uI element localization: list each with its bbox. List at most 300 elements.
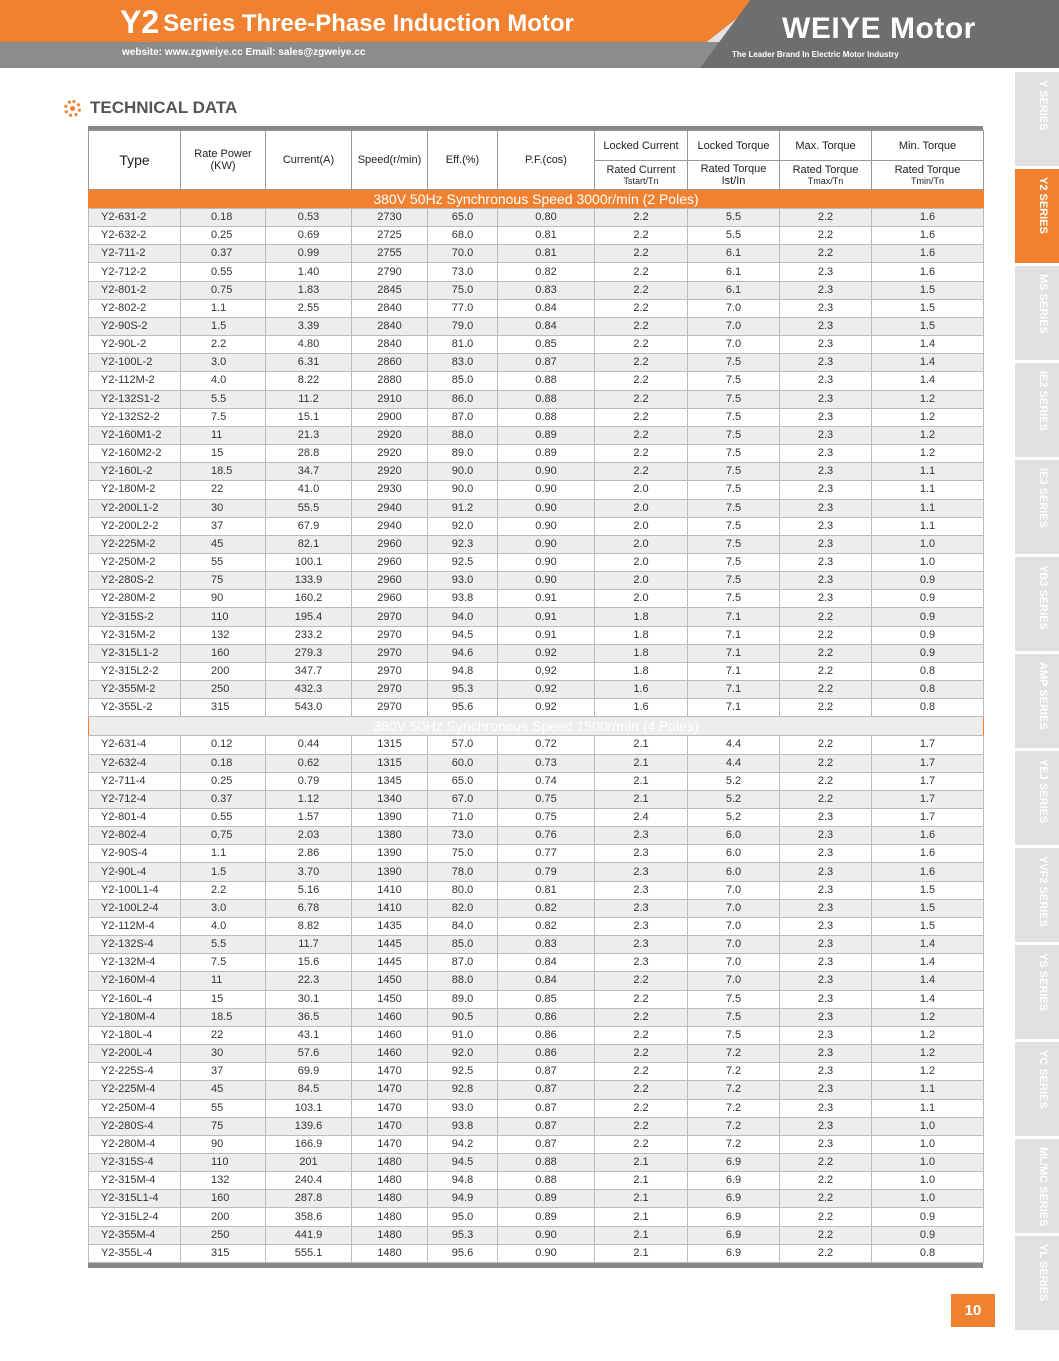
cell-locked-current: 2.0 bbox=[595, 481, 688, 499]
cell-locked-current: 2.3 bbox=[595, 899, 688, 917]
cell-min-torque: 1.4 bbox=[872, 990, 984, 1008]
table-row bbox=[89, 572, 984, 590]
cell-efficiency: 89.0 bbox=[428, 990, 498, 1008]
cell-speed: 2755 bbox=[352, 245, 428, 263]
cell-power: 3.0 bbox=[181, 899, 266, 917]
series-tab[interactable] bbox=[1015, 654, 1059, 751]
cell-type: Y2-355L-4 bbox=[89, 1244, 181, 1262]
cell-power: 1.5 bbox=[181, 317, 266, 335]
cell-locked-torque: 7.1 bbox=[688, 699, 780, 717]
cell-locked-torque: 7.2 bbox=[688, 1117, 780, 1135]
cell-power-factor: 0.82 bbox=[498, 899, 595, 917]
table-row bbox=[89, 662, 984, 680]
cell-current: 0.62 bbox=[266, 754, 352, 772]
cell-efficiency: 94.5 bbox=[428, 626, 498, 644]
series-tab[interactable] bbox=[1015, 848, 1059, 945]
cell-locked-torque: 6.0 bbox=[688, 863, 780, 881]
cell-type: Y2-280M-4 bbox=[89, 1135, 181, 1153]
cell-current: 103.1 bbox=[266, 1099, 352, 1117]
cell-power-factor: 0.81 bbox=[498, 881, 595, 899]
cell-max-torque: 2.3 bbox=[780, 517, 872, 535]
cell-speed: 1315 bbox=[352, 736, 428, 754]
cell-locked-torque: 7.1 bbox=[688, 626, 780, 644]
cell-locked-torque: 5.5 bbox=[688, 209, 780, 227]
cell-locked-current: 2.2 bbox=[595, 390, 688, 408]
cell-min-torque: 1.2 bbox=[872, 1045, 984, 1063]
table-row bbox=[89, 809, 984, 827]
cell-type: Y2-200L1-2 bbox=[89, 499, 181, 517]
cell-locked-torque: 7.0 bbox=[688, 954, 780, 972]
table-row bbox=[89, 1172, 984, 1190]
cell-min-torque: 1.0 bbox=[872, 553, 984, 571]
cell-efficiency: 89.0 bbox=[428, 445, 498, 463]
table-row bbox=[89, 372, 984, 390]
cell-current: 1.12 bbox=[266, 790, 352, 808]
col-type: Type bbox=[89, 131, 181, 190]
cell-min-torque: 1.7 bbox=[872, 754, 984, 772]
cell-type: Y2-160L-4 bbox=[89, 990, 181, 1008]
cell-efficiency: 78.0 bbox=[428, 863, 498, 881]
cell-power-factor: 0.92 bbox=[498, 681, 595, 699]
series-tab[interactable] bbox=[1015, 169, 1059, 266]
cell-current: 41.0 bbox=[266, 481, 352, 499]
cell-speed: 2940 bbox=[352, 499, 428, 517]
series-tab[interactable] bbox=[1015, 1139, 1059, 1236]
cell-power-factor: 0.77 bbox=[498, 845, 595, 863]
cell-power: 7.5 bbox=[181, 408, 266, 426]
cell-power-factor: 0.86 bbox=[498, 1008, 595, 1026]
cell-power-factor: 0.83 bbox=[498, 281, 595, 299]
table-row bbox=[89, 245, 984, 263]
cell-speed: 2880 bbox=[352, 372, 428, 390]
cell-power-factor: 0.91 bbox=[498, 608, 595, 626]
cell-current: 358.6 bbox=[266, 1208, 352, 1226]
cell-power: 45 bbox=[181, 535, 266, 553]
cell-type: Y2-315S-4 bbox=[89, 1153, 181, 1171]
cell-type: Y2-100L-2 bbox=[89, 354, 181, 372]
series-tab-label: ML/MC SERIES bbox=[1037, 1147, 1049, 1227]
cell-power-factor: 0.92 bbox=[498, 644, 595, 662]
cell-speed: 2920 bbox=[352, 463, 428, 481]
cell-max-torque: 2.3 bbox=[780, 1008, 872, 1026]
cell-locked-current: 2.1 bbox=[595, 754, 688, 772]
cell-efficiency: 92.0 bbox=[428, 1045, 498, 1063]
cell-locked-torque: 6.0 bbox=[688, 845, 780, 863]
cell-power: 110 bbox=[181, 1153, 266, 1171]
cell-speed: 2840 bbox=[352, 336, 428, 354]
cell-power-factor: 0.88 bbox=[498, 372, 595, 390]
series-tab[interactable] bbox=[1015, 1236, 1059, 1333]
cell-power: 90 bbox=[181, 590, 266, 608]
cell-locked-current: 2.2 bbox=[595, 1045, 688, 1063]
col-power-label: Rate Power bbox=[194, 148, 252, 160]
cell-type: Y2-132S2-2 bbox=[89, 408, 181, 426]
cell-locked-torque: 6.9 bbox=[688, 1244, 780, 1262]
cell-efficiency: 86.0 bbox=[428, 390, 498, 408]
cell-type: Y2-160M-4 bbox=[89, 972, 181, 990]
cell-max-torque: 2.3 bbox=[780, 463, 872, 481]
cell-type: Y2-801-4 bbox=[89, 809, 181, 827]
cell-efficiency: 84.0 bbox=[428, 917, 498, 935]
cell-current: 8.22 bbox=[266, 372, 352, 390]
cell-current: 55.5 bbox=[266, 499, 352, 517]
cell-efficiency: 92.5 bbox=[428, 1063, 498, 1081]
table-row bbox=[89, 681, 984, 699]
cell-max-torque: 2.3 bbox=[780, 263, 872, 281]
cell-current: 36.5 bbox=[266, 1008, 352, 1026]
cell-efficiency: 70.0 bbox=[428, 245, 498, 263]
cell-min-torque: 1.2 bbox=[872, 1008, 984, 1026]
cell-power-factor: 0.81 bbox=[498, 245, 595, 263]
series-tab-label: MS SERIES bbox=[1037, 274, 1049, 334]
cell-type: Y2-280S-2 bbox=[89, 572, 181, 590]
cell-locked-torque: 7.0 bbox=[688, 881, 780, 899]
cell-locked-torque: 6.9 bbox=[688, 1172, 780, 1190]
cell-current: 240.4 bbox=[266, 1172, 352, 1190]
cell-power: 22 bbox=[181, 481, 266, 499]
cell-min-torque: 1.0 bbox=[872, 1172, 984, 1190]
series-tab[interactable] bbox=[1015, 1042, 1059, 1139]
table-row bbox=[89, 699, 984, 717]
cell-locked-current: 1.6 bbox=[595, 681, 688, 699]
cell-max-torque: 2.3 bbox=[780, 936, 872, 954]
cell-max-torque: 2.3 bbox=[780, 954, 872, 972]
cell-locked-torque: 7.5 bbox=[688, 1008, 780, 1026]
cell-locked-torque: 7.0 bbox=[688, 317, 780, 335]
cell-power-factor: 0.79 bbox=[498, 863, 595, 881]
cell-locked-torque: 7.2 bbox=[688, 1135, 780, 1153]
cell-max-torque: 2.2 bbox=[780, 209, 872, 227]
cell-efficiency: 93.8 bbox=[428, 590, 498, 608]
cell-efficiency: 95.0 bbox=[428, 1208, 498, 1226]
cell-type: Y2-225M-4 bbox=[89, 1081, 181, 1099]
cell-power: 1.1 bbox=[181, 845, 266, 863]
cell-locked-torque: 7.5 bbox=[688, 372, 780, 390]
cell-speed: 2840 bbox=[352, 317, 428, 335]
cell-max-torque: 2.3 bbox=[780, 881, 872, 899]
series-tab[interactable] bbox=[1015, 266, 1059, 363]
cell-locked-current: 2.2 bbox=[595, 1063, 688, 1081]
col-max-torque: Max. Torque bbox=[780, 131, 872, 161]
cell-power-factor: 0.85 bbox=[498, 336, 595, 354]
table-row bbox=[89, 954, 984, 972]
series-tab[interactable] bbox=[1015, 72, 1059, 169]
col-mx-ratio: Tmax/Tn bbox=[807, 176, 844, 186]
cell-min-torque: 1.0 bbox=[872, 535, 984, 553]
cell-max-torque: 2.2 bbox=[780, 754, 872, 772]
series-tab[interactable] bbox=[1015, 945, 1059, 1042]
cell-efficiency: 90.0 bbox=[428, 463, 498, 481]
cell-locked-current: 2.2 bbox=[595, 299, 688, 317]
table-row bbox=[89, 754, 984, 772]
cell-power: 0.18 bbox=[181, 209, 266, 227]
cell-power: 0.75 bbox=[181, 827, 266, 845]
cell-max-torque: 2.3 bbox=[780, 990, 872, 1008]
table-row bbox=[89, 1226, 984, 1244]
cell-efficiency: 90.5 bbox=[428, 1008, 498, 1026]
cell-efficiency: 94.6 bbox=[428, 644, 498, 662]
cell-current: 287.8 bbox=[266, 1190, 352, 1208]
table-row bbox=[89, 1099, 984, 1117]
cell-type: Y2-250M-4 bbox=[89, 1099, 181, 1117]
cell-type: Y2-180L-4 bbox=[89, 1026, 181, 1044]
cell-speed: 2790 bbox=[352, 263, 428, 281]
cell-current: 22.3 bbox=[266, 972, 352, 990]
technical-data-table-wrapper bbox=[88, 126, 983, 1268]
cell-power: 1.5 bbox=[181, 863, 266, 881]
col-power-unit: (KW) bbox=[210, 160, 236, 172]
cell-power: 200 bbox=[181, 662, 266, 680]
cell-power: 0.25 bbox=[181, 227, 266, 245]
table-row bbox=[89, 517, 984, 535]
cell-locked-current: 2.0 bbox=[595, 499, 688, 517]
cell-max-torque: 2.3 bbox=[780, 899, 872, 917]
cell-min-torque: 1.2 bbox=[872, 408, 984, 426]
cell-min-torque: 1.6 bbox=[872, 227, 984, 245]
series-tab-label: YC SERIES bbox=[1037, 1050, 1049, 1109]
series-tab-strip bbox=[1015, 72, 1059, 1333]
cell-current: 0.53 bbox=[266, 209, 352, 227]
cell-power-factor: 0.90 bbox=[498, 572, 595, 590]
col-power bbox=[181, 131, 266, 190]
cell-current: 279.3 bbox=[266, 644, 352, 662]
cell-power-factor: 0.75 bbox=[498, 809, 595, 827]
group-header-row bbox=[89, 190, 984, 209]
header-title bbox=[120, 4, 574, 41]
cell-type: Y2-160L-2 bbox=[89, 463, 181, 481]
cell-efficiency: 91.0 bbox=[428, 1026, 498, 1044]
col-locked-torque-sub bbox=[688, 161, 780, 190]
cell-min-torque: 1.0 bbox=[872, 1117, 984, 1135]
cell-speed: 1410 bbox=[352, 899, 428, 917]
cell-min-torque: 1.4 bbox=[872, 954, 984, 972]
col-lc-ratio: Tstart/Tn bbox=[623, 176, 659, 186]
cell-current: 82.1 bbox=[266, 535, 352, 553]
cell-power: 55 bbox=[181, 1099, 266, 1117]
cell-max-torque: 2.3 bbox=[780, 481, 872, 499]
table-row bbox=[89, 1208, 984, 1226]
cell-current: 139.6 bbox=[266, 1117, 352, 1135]
cell-power: 15 bbox=[181, 445, 266, 463]
cell-current: 15.6 bbox=[266, 954, 352, 972]
cell-speed: 2920 bbox=[352, 426, 428, 444]
series-tab[interactable] bbox=[1015, 557, 1059, 654]
series-tab[interactable] bbox=[1015, 751, 1059, 848]
cell-current: 3.70 bbox=[266, 863, 352, 881]
cell-speed: 2970 bbox=[352, 608, 428, 626]
cell-locked-torque: 7.5 bbox=[688, 463, 780, 481]
cell-max-torque: 2.3 bbox=[780, 445, 872, 463]
cell-min-torque: 0.9 bbox=[872, 1226, 984, 1244]
cell-speed: 1470 bbox=[352, 1081, 428, 1099]
cell-power: 7.5 bbox=[181, 954, 266, 972]
cell-max-torque: 2.3 bbox=[780, 1063, 872, 1081]
cell-locked-torque: 4.4 bbox=[688, 736, 780, 754]
cell-efficiency: 67.0 bbox=[428, 790, 498, 808]
cell-locked-torque: 7.5 bbox=[688, 354, 780, 372]
cell-min-torque: 0.9 bbox=[872, 572, 984, 590]
cell-locked-torque: 7.5 bbox=[688, 408, 780, 426]
table-row bbox=[89, 608, 984, 626]
brand-logo: WEIYE Motor bbox=[782, 12, 976, 45]
cell-min-torque: 1.0 bbox=[872, 1135, 984, 1153]
table-row bbox=[89, 772, 984, 790]
table-row bbox=[89, 336, 984, 354]
cell-speed: 1410 bbox=[352, 881, 428, 899]
header-contact: website: www.zgweiye.cc Email: sales@zgweiye.cc bbox=[122, 47, 366, 58]
cell-locked-torque: 4.4 bbox=[688, 754, 780, 772]
cell-locked-current: 2.2 bbox=[595, 445, 688, 463]
cell-current: 6.31 bbox=[266, 354, 352, 372]
cell-power-factor: 0.87 bbox=[498, 1081, 595, 1099]
cell-locked-torque: 6.9 bbox=[688, 1190, 780, 1208]
cell-max-torque: 2.3 bbox=[780, 1045, 872, 1063]
cell-efficiency: 85.0 bbox=[428, 372, 498, 390]
cell-power-factor: 0.89 bbox=[498, 445, 595, 463]
table-row bbox=[89, 499, 984, 517]
cell-max-torque: 2.3 bbox=[780, 281, 872, 299]
cell-min-torque: 1.6 bbox=[872, 209, 984, 227]
table-row bbox=[89, 354, 984, 372]
cell-max-torque: 2.2 bbox=[780, 772, 872, 790]
cell-power-factor: 0.90 bbox=[498, 1226, 595, 1244]
cell-power: 0.75 bbox=[181, 281, 266, 299]
cell-current: 84.5 bbox=[266, 1081, 352, 1099]
cell-power: 0.55 bbox=[181, 809, 266, 827]
cell-efficiency: 79.0 bbox=[428, 317, 498, 335]
cell-efficiency: 85.0 bbox=[428, 936, 498, 954]
cell-min-torque: 0.9 bbox=[872, 626, 984, 644]
cell-locked-torque: 7.0 bbox=[688, 917, 780, 935]
cell-type: Y2-315L1-4 bbox=[89, 1190, 181, 1208]
cell-power-factor: 0,92 bbox=[498, 662, 595, 680]
cell-power-factor: 0.75 bbox=[498, 790, 595, 808]
cell-power-factor: 0.90 bbox=[498, 535, 595, 553]
cell-power: 250 bbox=[181, 1226, 266, 1244]
cell-speed: 2960 bbox=[352, 535, 428, 553]
col-min-torque-sub bbox=[872, 161, 984, 190]
cell-efficiency: 87.0 bbox=[428, 954, 498, 972]
cell-locked-current: 2.0 bbox=[595, 517, 688, 535]
col-mn-rated: Rated Torque bbox=[894, 164, 961, 176]
cell-locked-torque: 6.1 bbox=[688, 281, 780, 299]
cell-current: 4.80 bbox=[266, 336, 352, 354]
cell-locked-torque: 7.5 bbox=[688, 390, 780, 408]
col-power-factor: P.F.(cos) bbox=[498, 131, 595, 190]
cell-locked-torque: 7.1 bbox=[688, 662, 780, 680]
cell-current: 11.7 bbox=[266, 936, 352, 954]
cell-power: 11 bbox=[181, 972, 266, 990]
cell-speed: 1470 bbox=[352, 1117, 428, 1135]
table-row bbox=[89, 209, 984, 227]
cell-power-factor: 0.73 bbox=[498, 754, 595, 772]
cell-max-torque: 2.3 bbox=[780, 299, 872, 317]
cell-speed: 1380 bbox=[352, 827, 428, 845]
cell-min-torque: 1.7 bbox=[872, 809, 984, 827]
cell-type: Y2-631-2 bbox=[89, 209, 181, 227]
cell-max-torque: 2.2 bbox=[780, 662, 872, 680]
cell-efficiency: 65.0 bbox=[428, 209, 498, 227]
cell-speed: 1460 bbox=[352, 1008, 428, 1026]
cell-locked-current: 1.8 bbox=[595, 662, 688, 680]
cell-min-torque: 1.1 bbox=[872, 481, 984, 499]
cell-power: 0.25 bbox=[181, 772, 266, 790]
cell-speed: 1480 bbox=[352, 1190, 428, 1208]
cell-type: Y2-280S-4 bbox=[89, 1117, 181, 1135]
cell-max-torque: 2.2 bbox=[780, 245, 872, 263]
cell-type: Y2-712-2 bbox=[89, 263, 181, 281]
cell-current: 1.57 bbox=[266, 809, 352, 827]
cell-speed: 1470 bbox=[352, 1063, 428, 1081]
cell-current: 2.03 bbox=[266, 827, 352, 845]
cell-current: 1.40 bbox=[266, 263, 352, 281]
cell-max-torque: 2.3 bbox=[780, 1117, 872, 1135]
cell-power: 1.1 bbox=[181, 299, 266, 317]
cell-power-factor: 0.87 bbox=[498, 1099, 595, 1117]
cell-speed: 2930 bbox=[352, 481, 428, 499]
cell-speed: 2970 bbox=[352, 626, 428, 644]
cell-speed: 1390 bbox=[352, 845, 428, 863]
cell-power-factor: 0.81 bbox=[498, 227, 595, 245]
cell-max-torque: 2.3 bbox=[780, 972, 872, 990]
cell-min-torque: 1.2 bbox=[872, 390, 984, 408]
page-number: 10 bbox=[951, 1294, 995, 1327]
cell-efficiency: 92.3 bbox=[428, 535, 498, 553]
table-row bbox=[89, 736, 984, 754]
cell-efficiency: 92.8 bbox=[428, 1081, 498, 1099]
table-row bbox=[89, 553, 984, 571]
cell-current: 69.9 bbox=[266, 1063, 352, 1081]
cell-power: 250 bbox=[181, 681, 266, 699]
cell-current: 0.79 bbox=[266, 772, 352, 790]
cell-type: Y2-711-2 bbox=[89, 245, 181, 263]
table-row bbox=[89, 481, 984, 499]
cell-current: 43.1 bbox=[266, 1026, 352, 1044]
cell-power: 15 bbox=[181, 990, 266, 1008]
cell-speed: 2970 bbox=[352, 699, 428, 717]
cell-efficiency: 95.3 bbox=[428, 1226, 498, 1244]
cell-max-torque: 2.3 bbox=[780, 408, 872, 426]
cell-power: 160 bbox=[181, 1190, 266, 1208]
cell-type: Y2-132S1-2 bbox=[89, 390, 181, 408]
table-row bbox=[89, 299, 984, 317]
cell-power: 75 bbox=[181, 1117, 266, 1135]
cell-locked-torque: 5.2 bbox=[688, 809, 780, 827]
cell-speed: 1435 bbox=[352, 917, 428, 935]
cell-current: 34.7 bbox=[266, 463, 352, 481]
cell-current: 57.6 bbox=[266, 1045, 352, 1063]
cell-max-torque: 2.3 bbox=[780, 390, 872, 408]
cell-current: 28.8 bbox=[266, 445, 352, 463]
series-tab[interactable] bbox=[1015, 460, 1059, 557]
cell-min-torque: 1.1 bbox=[872, 517, 984, 535]
series-tab[interactable] bbox=[1015, 363, 1059, 460]
cell-speed: 1345 bbox=[352, 772, 428, 790]
cell-min-torque: 1.4 bbox=[872, 336, 984, 354]
series-tab-label: YVF2 SERIES bbox=[1037, 856, 1049, 927]
cell-current: 6.78 bbox=[266, 899, 352, 917]
cell-type: Y2-315M-4 bbox=[89, 1172, 181, 1190]
cell-efficiency: 73.0 bbox=[428, 827, 498, 845]
cell-locked-torque: 6.1 bbox=[688, 245, 780, 263]
cell-locked-torque: 6.1 bbox=[688, 263, 780, 281]
cell-locked-torque: 7.2 bbox=[688, 1063, 780, 1081]
cell-efficiency: 83.0 bbox=[428, 354, 498, 372]
cell-type: Y2-711-4 bbox=[89, 772, 181, 790]
cell-locked-torque: 7.1 bbox=[688, 644, 780, 662]
cell-locked-torque: 7.0 bbox=[688, 336, 780, 354]
cell-locked-torque: 7.5 bbox=[688, 990, 780, 1008]
